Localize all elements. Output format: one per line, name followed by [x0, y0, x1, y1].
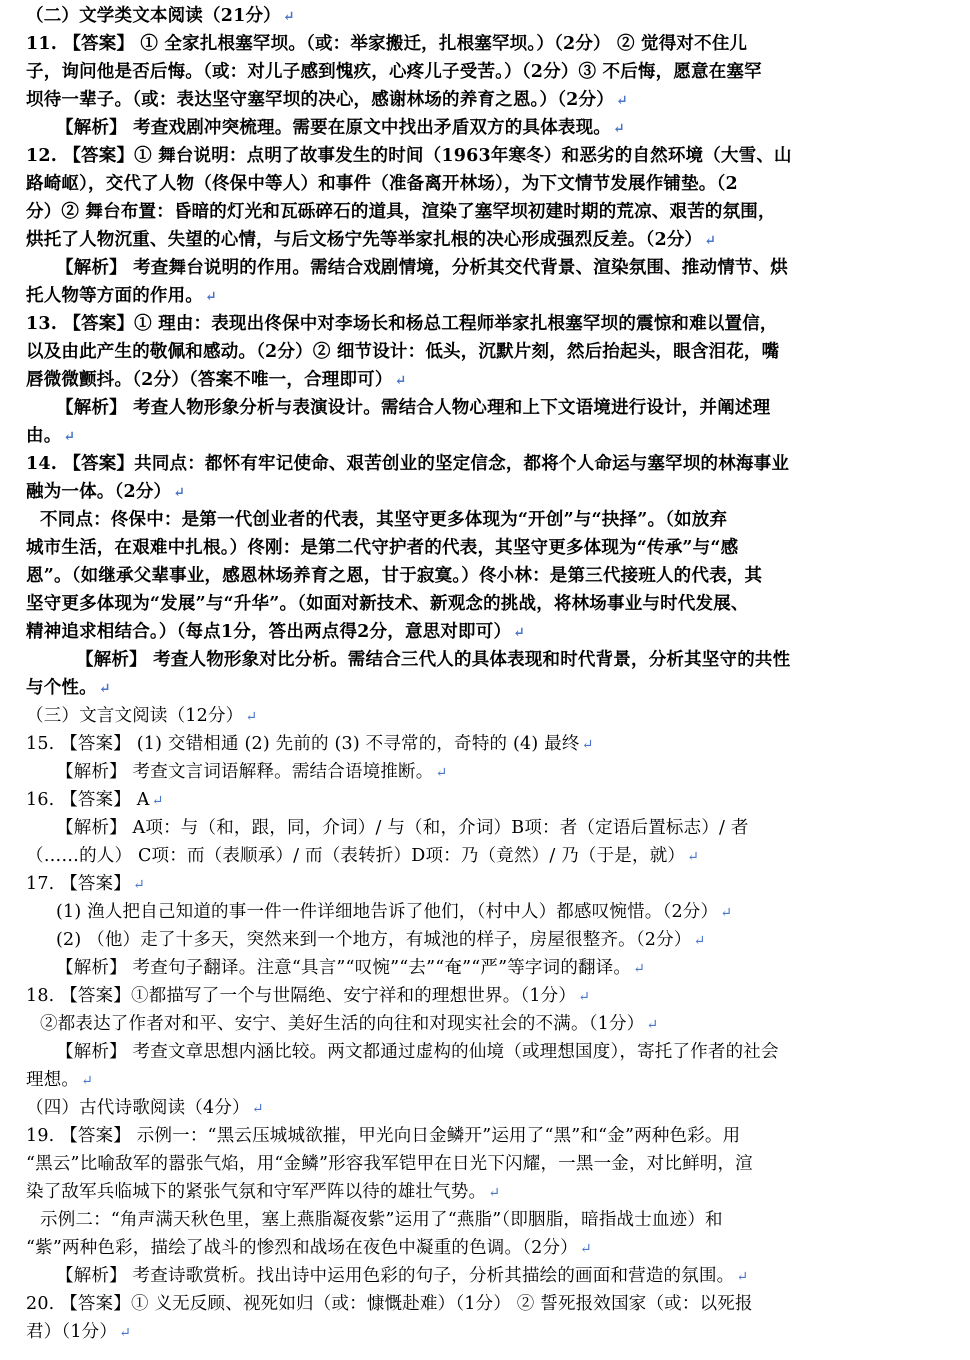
text-line	[26, 310, 958, 338]
paragraph-mark-icon: ↵	[579, 1241, 592, 1257]
text-line	[26, 954, 958, 982]
paragraph-mark-icon: ↵	[133, 877, 145, 893]
line-text: 精神追求相结合。）（每点1分，答出两点得2分，意思对即可）	[26, 622, 512, 642]
line-text: 示例二：“角声满天秋色里，塞上燕脂凝夜紫”运用了“燕脂”（即胭脂，暗指战士血迹）和	[40, 1210, 723, 1230]
text-line	[26, 842, 958, 870]
text-line	[26, 870, 958, 898]
text-line	[26, 2, 958, 30]
paragraph-mark-icon: ↵	[736, 1269, 749, 1285]
line-text: 【解析】 考查文章思想内涵比较。两文都通过虚构的仙境（或理想国度），寄托了作者的社会	[56, 1042, 779, 1062]
paragraph-mark-icon: ↵	[615, 93, 628, 109]
line-text: （四）古代诗歌阅读（4分）	[26, 1098, 250, 1118]
text-line	[26, 730, 958, 758]
text-line	[26, 30, 958, 58]
line-text: （二）文学类文本阅读（21分）	[26, 6, 281, 26]
text-line	[26, 562, 958, 590]
text-line	[26, 226, 958, 254]
text-line	[26, 1318, 958, 1346]
text-line	[26, 1262, 958, 1290]
paragraph-mark-icon: ↵	[251, 1101, 264, 1117]
text-line	[26, 422, 958, 450]
line-text: (1) 渔人把自己知道的事一件一件详细地告诉了他们，（村中人）都感叹惋惜。（2分）	[56, 902, 719, 922]
line-text: 由。	[26, 426, 62, 446]
paragraph-mark-icon: ↵	[704, 233, 717, 249]
text-line	[26, 898, 958, 926]
line-text: 君）（1分）	[26, 1322, 118, 1342]
line-text: 分）② 舞台布置：昏暗的灯光和瓦砾碎石的道具，渲染了塞罕坝初建时期的荒凉、艰苦的氛围，	[26, 202, 776, 222]
line-text: 托人物等方面的作用。	[26, 286, 203, 306]
paragraph-mark-icon: ↵	[488, 1185, 501, 1201]
line-text: 12. 【答案】① 舞台说明：点明了故事发生的时间（1963年寒冬）和恶劣的自然环境（大雪、山	[26, 146, 792, 166]
text-line	[26, 982, 958, 1010]
paragraph-mark-icon: ↵	[633, 961, 646, 977]
line-text: 【解析】 考查人物形象对比分析。需结合三代人的具体表现和时代背景，分析其坚守的共性	[76, 650, 791, 670]
line-text: 唇微微颤抖。（2分）（答案不唯一，合理即可）	[26, 370, 393, 390]
text-line	[26, 758, 958, 786]
line-text: (2) （他）走了十多天，突然来到一个地方，有城池的样子，房屋很整齐。（2分）	[56, 930, 692, 950]
line-text: （……的人） C项：而（表顺承）/ 而（表转折）D项：乃（竟然）/ 乃（于是，就）	[26, 846, 686, 866]
text-line	[26, 394, 958, 422]
line-text: 18. 【答案】①都描写了一个与世隔绝、安宁祥和的理想世界。（1分）	[26, 986, 577, 1006]
text-line	[26, 114, 958, 142]
line-text: 烘托了人物沉重、失望的心情，与后文杨宁先等举家扎根的决心形成强烈反差。（2分）	[26, 230, 703, 250]
line-text: （三）文言文阅读（12分）	[26, 706, 244, 726]
line-text: 16. 【答案】 A	[26, 790, 150, 810]
text-line	[26, 1290, 958, 1318]
line-text: 【解析】 考查文言词语解释。需结合语境推断。	[56, 762, 434, 782]
line-text: 17. 【答案】	[26, 874, 131, 894]
line-text: 子，询问他是否后悔。（或：对儿子感到愧疚，心疼儿子受苦。）（2分）③ 不后悔，愿意在塞罕	[26, 62, 762, 82]
text-line	[26, 254, 958, 282]
line-text: 11. 【答案】 ① 全家扎根塞罕坝。（或：举家搬迁，扎根塞罕坝。）（2分） ② 觉得对不住儿	[26, 34, 748, 54]
paragraph-mark-icon: ↵	[720, 905, 733, 921]
text-line	[26, 926, 958, 954]
line-text: 坝待一辈子。（或：表达坚守塞罕坝的决心，感谢林场的养育之恩。）（2分）	[26, 90, 614, 110]
line-text: 19. 【答案】 示例一：“黑云压城城欲摧，甲光向日金鳞开”运用了“黑”和“金”两种色彩。用	[26, 1126, 741, 1146]
line-text: 【解析】 A项：与（和，跟，同，介词）/ 与（和，介词）B项：者（定语后置标志）/ 者	[56, 818, 749, 838]
text-line	[26, 1094, 958, 1122]
paragraph-mark-icon: ↵	[613, 121, 625, 137]
line-text: 染了敌军兵临城下的紧张气氛和守军严阵以待的雄壮气势。	[26, 1182, 487, 1202]
line-text: 15. 【答案】 (1) 交错相通 (2) 先前的 (3) 不寻常的，奇特的 (4) 最终	[26, 734, 580, 754]
text-line	[26, 674, 958, 702]
line-text: 【解析】 考查戏剧冲突梳理。需要在原文中找出矛盾双方的具体表现。	[56, 118, 611, 138]
paragraph-mark-icon: ↵	[173, 485, 186, 501]
paragraph-mark-icon: ↵	[81, 1073, 94, 1089]
text-line	[26, 534, 958, 562]
line-text: 城市生活，在艰难中扎根。）佟刚：是第二代守护者的代表，其坚守更多体现为“传承”与“感	[26, 538, 739, 558]
text-line	[26, 1234, 958, 1262]
paragraph-mark-icon: ↵	[245, 709, 258, 725]
text-line	[26, 58, 958, 86]
line-text: 14. 【答案】共同点：都怀有牢记使命、艰苦创业的坚定信念，都将个人命运与塞罕坝的林海事业	[26, 454, 790, 474]
line-text: 不同点：佟保中：是第一代创业者的代表，其坚守更多体现为“开创”与“抉择”。（如放弃	[40, 510, 728, 530]
paragraph-mark-icon: ↵	[205, 289, 217, 305]
text-line	[26, 366, 958, 394]
line-text: 【解析】 考查人物形象分析与表演设计。需结合人物心理和上下文语境进行设计，并阐述理	[56, 398, 771, 418]
text-line	[26, 1206, 958, 1234]
line-text: 坚守更多体现为“发展”与“升华”。（如面对新技术、新观念的挑战，将林场事业与时代发展、	[26, 594, 749, 614]
line-text: 13. 【答案】① 理由：表现出佟保中对李场长和杨总工程师举家扎根塞罕坝的震惊和难以置信，	[26, 314, 778, 334]
text-line	[26, 1038, 958, 1066]
line-text: 与个性。	[26, 678, 97, 698]
line-text: 以及由此产生的敬佩和感动。（2分）② 细节设计：低头，沉默片刻，然后抬起头，眼含泪花，嘴	[26, 342, 780, 362]
text-line	[26, 170, 958, 198]
paragraph-mark-icon: ↵	[394, 373, 407, 389]
text-line	[26, 1178, 958, 1206]
text-line	[26, 702, 958, 730]
text-line	[26, 142, 958, 170]
line-text: “黑云”比喻敌军的嚣张气焰，用“金鳞”形容我军铠甲在日光下闪耀，一黑一金，对比鲜明，渲	[26, 1154, 753, 1174]
line-text: 【解析】 考查句子翻译。注意“具言”“叹惋”“去”“奄”“严”等字词的翻译。	[56, 958, 632, 978]
text-line	[26, 282, 958, 310]
text-line	[26, 338, 958, 366]
line-text: 20. 【答案】① 义无反顾、视死如归（或：慷慨赴难）（1分） ② 誓死报效国家（或：以死报	[26, 1294, 753, 1314]
text-line	[26, 814, 958, 842]
text-line	[26, 646, 958, 674]
line-text: 路崎岖），交代了人物（佟保中等人）和事件（准备离开林场），为下文情节发展作铺垫。（2	[26, 174, 738, 194]
paragraph-mark-icon: ↵	[687, 849, 700, 865]
text-line	[26, 1066, 958, 1094]
line-text: 【解析】 考查舞台说明的作用。需结合戏剧情境，分析其交代背景、渲染氛围、推动情节、烘	[56, 258, 788, 278]
paragraph-mark-icon: ↵	[646, 1017, 659, 1033]
text-line	[26, 1122, 958, 1150]
paragraph-mark-icon: ↵	[63, 429, 76, 445]
text-line	[26, 198, 958, 226]
text-line	[26, 786, 958, 814]
line-text: 融为一体。（2分）	[26, 482, 172, 502]
line-text: ②都表达了作者对和平、安宁、美好生活的向往和对现实社会的不满。（1分）	[40, 1014, 645, 1034]
text-line	[26, 618, 958, 646]
text-line	[26, 506, 958, 534]
paragraph-mark-icon: ↵	[581, 737, 594, 753]
paragraph-mark-icon: ↵	[693, 933, 706, 949]
text-line	[26, 478, 958, 506]
line-text: 恩”。（如继承父辈事业，感恩林场养育之恩，甘于寂寞。）佟小林：是第三代接班人的代表，其	[26, 566, 763, 586]
line-text: 【解析】 考查诗歌赏析。找出诗中运用色彩的句子，分析其描绘的画面和营造的氛围。	[56, 1266, 735, 1286]
text-line	[26, 590, 958, 618]
paragraph-mark-icon: ↵	[282, 9, 295, 25]
text-line	[26, 450, 958, 478]
paragraph-mark-icon: ↵	[119, 1325, 132, 1341]
paragraph-mark-icon: ↵	[98, 681, 111, 697]
paragraph-mark-icon: ↵	[151, 793, 164, 809]
paragraph-mark-icon: ↵	[513, 625, 526, 641]
text-line	[26, 86, 958, 114]
paragraph-mark-icon: ↵	[578, 989, 591, 1005]
text-line	[26, 1150, 958, 1178]
text-line	[26, 1010, 958, 1038]
line-text: 理想。	[26, 1070, 80, 1090]
paragraph-mark-icon: ↵	[435, 765, 448, 781]
line-text: “紫”两种色彩，描绘了战斗的惨烈和战场在夜色中凝重的色调。（2分）	[26, 1238, 578, 1258]
